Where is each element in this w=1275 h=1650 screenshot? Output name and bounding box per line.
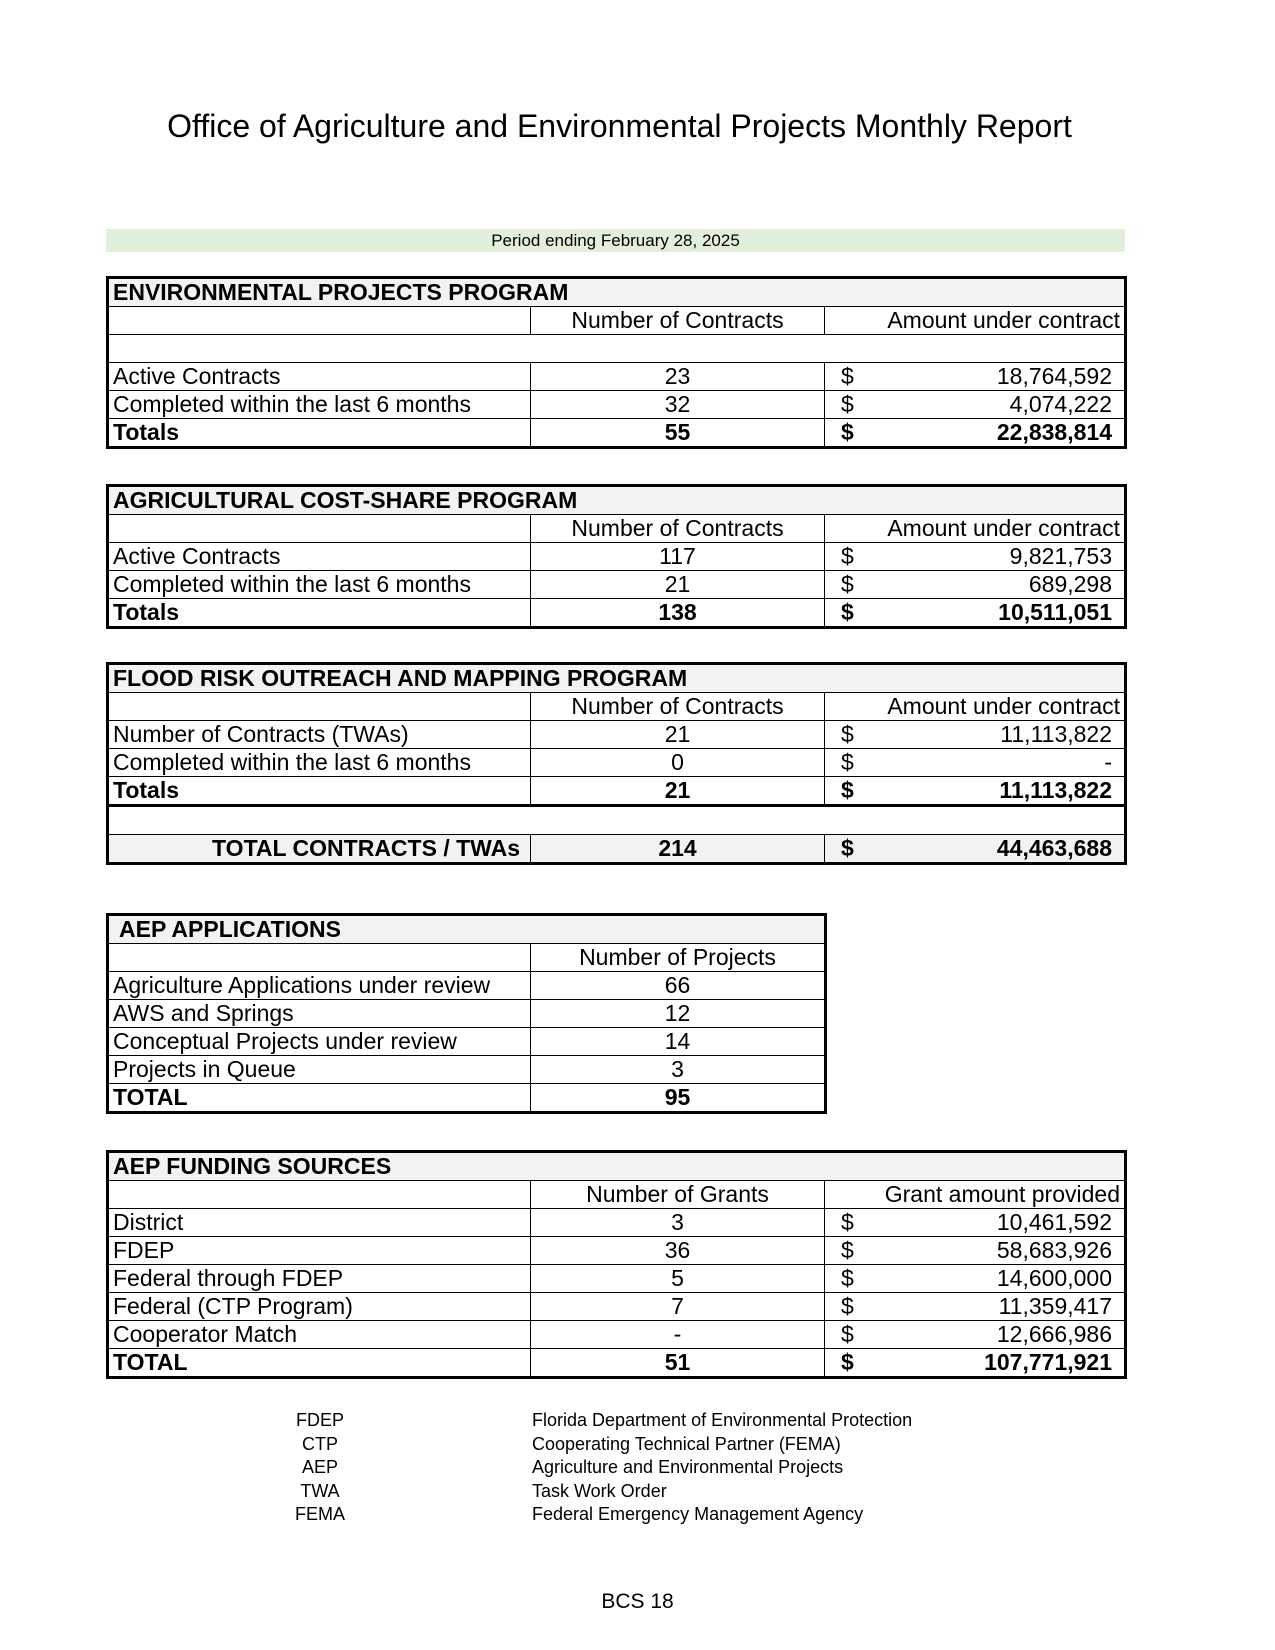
row-count: 66	[531, 972, 826, 1000]
page-number	[0, 1590, 1275, 1614]
currency-symbol: $	[841, 721, 854, 747]
row-amount-cell	[825, 1265, 1126, 1293]
totals-amount: 11,113,822	[999, 777, 1112, 803]
totals-count: 21	[531, 777, 825, 806]
column-header-amount: Amount under contract	[825, 693, 1126, 721]
row-amount-cell	[825, 391, 1126, 419]
row-count: 3	[531, 1056, 826, 1084]
row-amount-cell	[825, 1293, 1126, 1321]
column-header-count: Number of Contracts	[531, 693, 825, 721]
grand-total-count: 214	[531, 835, 825, 864]
table-row	[108, 1056, 826, 1084]
column-header-amount: Amount under contract	[825, 307, 1126, 335]
table-row	[108, 1028, 826, 1056]
abbreviation-key: CTP	[302, 1433, 338, 1454]
report-title	[0, 108, 1275, 145]
currency-symbol: $	[841, 599, 854, 625]
totals-count: 95	[531, 1084, 826, 1113]
row-label: District	[108, 1209, 531, 1237]
row-amount-cell	[825, 749, 1126, 777]
row-label: Agriculture Applications under review	[108, 972, 531, 1000]
row-count: 117	[531, 543, 825, 571]
column-header-label	[108, 307, 531, 335]
currency-symbol: $	[841, 1265, 854, 1291]
row-label: Conceptual Projects under review	[108, 1028, 531, 1056]
totals-row	[108, 599, 1126, 628]
table-row	[108, 1321, 1126, 1349]
totals-row	[108, 419, 1126, 448]
blank-row	[108, 335, 1126, 363]
column-header-label	[108, 1181, 531, 1209]
currency-symbol: $	[841, 749, 854, 775]
column-header-amount: Grant amount provided	[825, 1181, 1126, 1209]
currency-symbol: $	[841, 543, 854, 569]
table-heading-row	[108, 664, 1126, 693]
column-header-amount: Amount under contract	[825, 515, 1126, 543]
row-amount: 12,666,986	[996, 1321, 1112, 1347]
table-heading-row	[108, 915, 826, 944]
table-row	[108, 972, 826, 1000]
row-amount: 4,074,222	[1009, 391, 1112, 417]
totals-amount-cell	[825, 777, 1126, 806]
row-label: FDEP	[108, 1237, 531, 1265]
row-amount: 14,600,000	[996, 1265, 1112, 1291]
row-amount: 689,298	[1028, 571, 1112, 597]
row-count: 32	[531, 391, 825, 419]
currency-symbol: $	[841, 1237, 854, 1263]
report-title-text: Office of Agriculture and Environmental Projects Monthly Report	[167, 108, 1072, 144]
table-heading-row	[108, 1152, 1126, 1181]
period-banner: Period ending February 28, 2025	[106, 229, 1125, 252]
row-amount-cell	[825, 721, 1126, 749]
row-label: Active Contracts	[108, 543, 531, 571]
abbreviation-row	[0, 1457, 1275, 1481]
table-row	[108, 1209, 1126, 1237]
abbreviation-row	[0, 1410, 1275, 1434]
grand-total-amount-cell	[825, 835, 1126, 864]
row-amount: 58,683,926	[996, 1237, 1112, 1263]
totals-count: 138	[531, 599, 825, 628]
row-count: -	[531, 1321, 825, 1349]
column-header-count: Number of Grants	[531, 1181, 825, 1209]
row-count: 12	[531, 1000, 826, 1028]
row-label: Completed within the last 6 months	[108, 391, 531, 419]
row-amount-cell	[825, 1237, 1126, 1265]
totals-row	[108, 1349, 1126, 1378]
currency-symbol: $	[841, 363, 854, 389]
row-amount: 9,821,753	[1009, 543, 1112, 569]
totals-row	[108, 777, 1126, 806]
abbreviation-key: FDEP	[295, 1410, 344, 1430]
column-header-label	[108, 944, 531, 972]
row-label: Cooperator Match	[108, 1321, 531, 1349]
row-amount-cell	[825, 363, 1126, 391]
table-row	[108, 1265, 1126, 1293]
column-header-count: Number of Contracts	[531, 515, 825, 543]
row-amount-cell	[825, 543, 1126, 571]
row-count: 5	[531, 1265, 825, 1293]
table-row	[108, 1000, 826, 1028]
row-count: 14	[531, 1028, 826, 1056]
abbreviation-value: Cooperating Technical Partner (FEMA)	[532, 1433, 841, 1454]
section-heading: ENVIRONMENTAL PROJECTS PROGRAM	[108, 278, 1126, 307]
row-count: 21	[531, 721, 825, 749]
blank-row	[108, 806, 1126, 835]
row-label: AWS and Springs	[108, 1000, 531, 1028]
currency-symbol: $	[841, 1349, 854, 1375]
currency-symbol: $	[841, 1209, 854, 1235]
abbreviation-row	[0, 1434, 1275, 1458]
totals-label: Totals	[108, 777, 531, 806]
grand-total-row	[108, 835, 1126, 864]
abbreviation-key: TWA	[300, 1480, 340, 1501]
currency-symbol: $	[841, 777, 854, 803]
row-label: Projects in Queue	[108, 1056, 531, 1084]
row-amount-cell	[825, 571, 1126, 599]
currency-symbol: $	[841, 571, 854, 597]
row-count: 3	[531, 1209, 825, 1237]
totals-amount-cell	[825, 599, 1126, 628]
row-amount: 11,359,417	[998, 1293, 1112, 1319]
totals-amount: 22,838,814	[996, 419, 1112, 445]
column-header-row	[108, 307, 1126, 335]
totals-label: TOTAL	[108, 1349, 531, 1378]
row-count: 0	[531, 749, 825, 777]
row-label: Federal through FDEP	[108, 1265, 531, 1293]
totals-count: 55	[531, 419, 825, 448]
row-count: 7	[531, 1293, 825, 1321]
totals-amount-cell	[825, 1349, 1126, 1378]
currency-symbol: $	[841, 1293, 854, 1319]
abbreviation-value: Agriculture and Environmental Projects	[532, 1457, 844, 1477]
table-row	[108, 721, 1126, 749]
column-header-count: Number of Contracts	[531, 307, 825, 335]
abbreviations-legend	[0, 1410, 1275, 1528]
totals-amount: 107,771,921	[984, 1349, 1112, 1375]
section-heading: AEP APPLICATIONS	[108, 915, 826, 944]
row-amount: 10,461,592	[996, 1209, 1112, 1235]
totals-amount-cell	[825, 419, 1126, 448]
abbreviation-value: Task Work Order	[532, 1480, 667, 1501]
row-amount: 18,764,592	[996, 363, 1112, 389]
abbreviation-row	[0, 1504, 1275, 1528]
table-row	[108, 1293, 1126, 1321]
column-header-count: Number of Projects	[531, 944, 826, 972]
column-header-row	[108, 1181, 1126, 1209]
grand-total-label: TOTAL CONTRACTS / TWAs	[108, 835, 531, 864]
abbreviation-value: Florida Department of Environmental Protection	[532, 1410, 913, 1430]
abbreviation-key: FEMA	[294, 1504, 345, 1524]
table-row	[108, 1237, 1126, 1265]
section-heading: AEP FUNDING SOURCES	[108, 1152, 1126, 1181]
row-count: 23	[531, 363, 825, 391]
currency-symbol: $	[841, 835, 854, 861]
row-amount-cell	[825, 1321, 1126, 1349]
environmental-projects-table	[106, 276, 1127, 449]
column-header-label	[108, 515, 531, 543]
currency-symbol: $	[841, 419, 854, 445]
totals-amount: 10,511,051	[998, 599, 1112, 625]
table-row	[108, 749, 1126, 777]
totals-label: TOTAL	[108, 1084, 531, 1113]
row-amount-cell	[825, 1209, 1126, 1237]
column-header-row	[108, 693, 1126, 721]
row-label: Active Contracts	[108, 363, 531, 391]
totals-count: 51	[531, 1349, 825, 1378]
aep-applications-table	[106, 913, 827, 1114]
row-label: Completed within the last 6 months	[108, 571, 531, 599]
row-amount: -	[1104, 749, 1112, 775]
row-label: Federal (CTP Program)	[108, 1293, 531, 1321]
totals-row	[108, 1084, 826, 1113]
row-count: 36	[531, 1237, 825, 1265]
totals-label: Totals	[108, 599, 531, 628]
abbreviation-key: AEP	[301, 1457, 339, 1477]
row-amount: 11,113,822	[1000, 721, 1112, 747]
column-header-label	[108, 693, 531, 721]
abbreviation-row	[0, 1481, 1275, 1505]
table-row	[108, 363, 1126, 391]
column-header-row	[108, 515, 1126, 543]
table-row	[108, 391, 1126, 419]
row-count: 21	[531, 571, 825, 599]
grand-total-amount: 44,463,688	[996, 835, 1112, 861]
section-heading: FLOOD RISK OUTREACH AND MAPPING PROGRAM	[108, 664, 1126, 693]
aep-funding-sources-table	[106, 1150, 1127, 1379]
abbreviation-value: Federal Emergency Management Agency	[532, 1504, 864, 1524]
row-label: Completed within the last 6 months	[108, 749, 531, 777]
currency-symbol: $	[841, 1321, 854, 1347]
totals-label: Totals	[108, 419, 531, 448]
page-number-text: BCS 18	[601, 1590, 674, 1613]
flood-risk-mapping-table	[106, 662, 1127, 865]
table-row	[108, 571, 1126, 599]
table-row	[108, 543, 1126, 571]
row-label: Number of Contracts (TWAs)	[108, 721, 531, 749]
currency-symbol: $	[841, 391, 854, 417]
table-heading-row	[108, 486, 1126, 515]
table-heading-row	[108, 278, 1126, 307]
section-heading: AGRICULTURAL COST-SHARE PROGRAM	[108, 486, 1126, 515]
column-header-row	[108, 944, 826, 972]
agricultural-cost-share-table	[106, 484, 1127, 629]
